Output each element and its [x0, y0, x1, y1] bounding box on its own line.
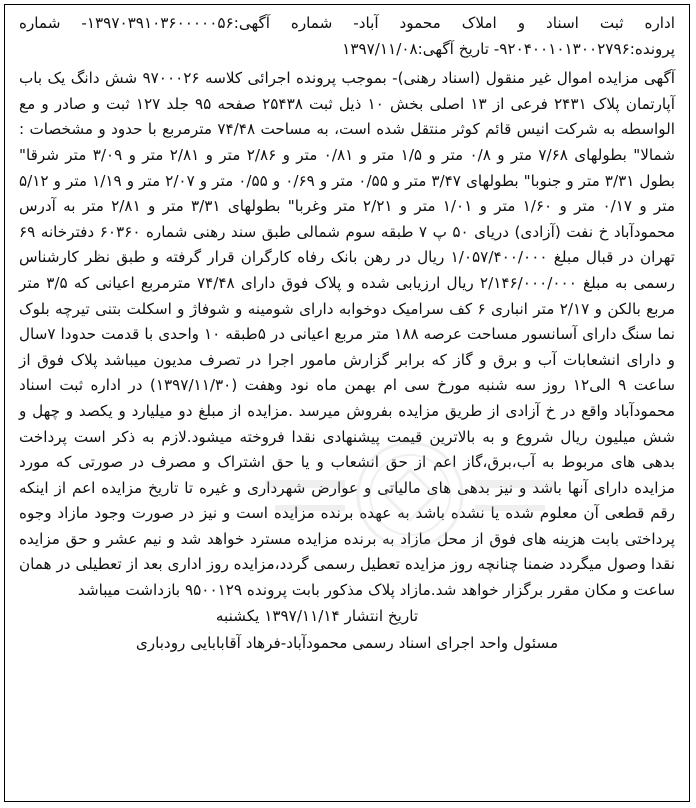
publish-date-line	[5, 604, 689, 630]
notice-text-block	[5, 5, 689, 604]
notice-body: آگهی مزایده اموال غیر منقول (اسناد رهنی)- بموجب پرونده اجرائی کلاسه ۹۷۰۰۰۲۶ شش دانگ یک باب آپارتمان پلاک ۲۴۳۱ فرعی از ۱۳ اصلی بخش ۱۰ ذیل ثبت ۲۵۴۳۸ صفحه ۹۵ جلد ۱۲۷ ثبت و صادر و مع الواسطه به شرکت انیس قائم کوثر منتقل شده است، به مساحت ۷۴/۴۸ مترمربع با حدود و مشخصات : شمالا" بطولهای ۷/۶۸ متر و ۰/۸ متر و ۱/۵ متر و ۰/۸۱ متر و ۲/۸۶ متر و ۲/۸۱ متر و ۳/۰۹ متر شرقا" بطول ۳/۳۱ متر و جنوبا" بطولهای ۳/۴۷ متر و ۰/۵۵ متر و ۰/۶۹ و ۰/۵۵ متر و ۲/۰۷ متر و ۱/۱۹ متر و ۵/۱۲ متر و ۰/۱۷ متر و ۱/۶۰ متر و ۱/۰۱ متر و ۲/۲۱ متر وغربا" بطولهای ۳/۳۱ متر و ۲/۸۱ متر به آدرس محمودآباد خ نفت (آزادی) دریای ۵۰ پ ۷ طبقه سوم شمالی طبق سند رهنی شماره ۶۰۳۶۰ دفترخانه ۶۹ تهران در قبال مبلغ ۱/۰۵۷/۴۰۰/۰۰۰ ریال در رهن بانک رفاه کارگران قرار گرفته و طبق نظر کارشناس رسمی به مبلغ ۲/۱۴۶/۰۰۰/۰۰۰ ریال ارزیابی شده و پلاک فوق دارای ۷۴/۴۸ مترمربع اعیانی که ۳/۵ متر مربع بالکن و ۲/۱۷ متر انباری ۶ کف سرامیک دوخوابه دارای شومینه و شوفاژ و اسکلت بتنی تیرچه بلوک نما سنگ دارای آسانسور مساحت عرصه ۱۸۸ متر مربع اعیانی در ۵طبقه ۱۰ واحدی با قدمت حدودا ۷سال و دارای انشعابات آب و برق و گاز که برابر گزارش مامور اجرا در تصرف مدیون میباشد پلاک فوق از ساعت ۹ الی۱۲ روز سه شنبه مورخ سی ام بهمن ماه نود وهفت (۱۳۹۷/۱۱/۳۰) در اداره ثبت اسناد محمودآباد واقع در خ آزادی از طریق مزایده بفروش میرسد .مزایده از مبلغ دو میلیارد و یکصد و چهل و شش میلیون ریال شروع و به بالاترین قیمت پیشنهادی نقدا فروخته میشود.لازم به ذکر است پرداخت بدهی های مربوط به آب،برق،گاز اعم از حق انشعاب و یا حق اشتراک و مصرف در صورتی که مورد مزایده دارای آنها باشد و نیز بدهی های مالیاتی و عوارض شهرداری و غیره تا تاریخ مزایده اعم از اینکه رقم قطعی آن معلوم شده یا نشده باشد به عهده برنده مزایده است و نیز در صورت وجود مازاد وجوه پرداختی بابت هزینه های فوق از محل مازاد به برنده مزایده مسترد خواهد شد و نیم عشر و حق مزایده نقدا وصول میگردد ضمنا چنانچه روز مزایده تعطیل رسمی گردد،مزایده روز اداری بعد از تعطیلی در همان ساعت و مکان مقرر برگزار خواهد شد.مازاد پلاک مذکور بابت پرونده ۹۵۰۰۱۲۹ بازداشت میباشد	[19, 69, 676, 600]
publish-date: تاریخ انتشار ۱۳۹۷/۱۱/۱۴ یکشنبه	[215, 606, 419, 625]
notice-header-line: اداره ثبت اسناد و املاک محمود آباد- شماره آگهی:۱۳۹۷۰۳۹۱۰۳۶۰۰۰۰۰۵۶- شماره پرونده:۹۲۰۴۰۰۱۰۱۳۰۰۲۷۹۶- تاریخ آگهی:۱۳۹۷/۱۱/۰۸	[19, 14, 676, 58]
signature-line: مسئول واحد اجرای اسناد رسمی محمودآباد-فرهاد آقابابایی رودباری	[135, 634, 559, 653]
notice-frame	[4, 4, 690, 802]
